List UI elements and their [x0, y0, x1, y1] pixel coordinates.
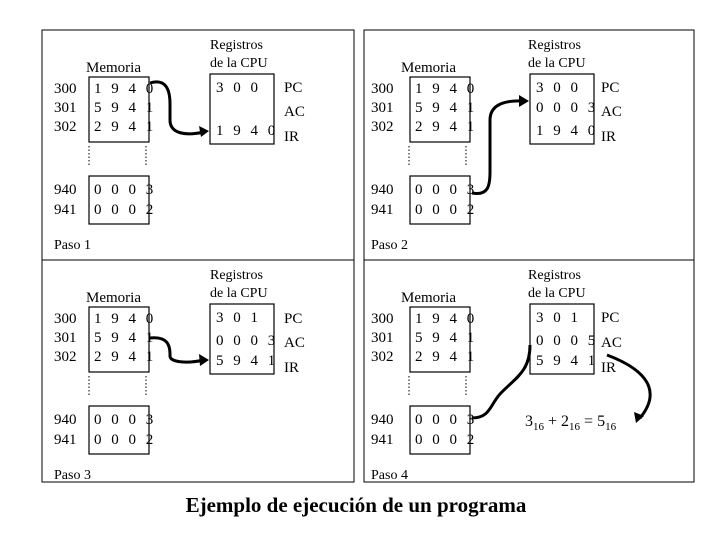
memory-address: 940 — [54, 412, 77, 428]
arrow-head — [199, 354, 209, 366]
register-name-ac: AC — [284, 104, 305, 120]
memory-value: 0 0 0 3 — [94, 182, 157, 198]
memory-address: 301 — [371, 100, 394, 116]
arrow-head — [199, 126, 209, 137]
memory-value: 2 9 4 1 — [94, 349, 157, 365]
memory-address: 941 — [371, 202, 394, 218]
register-name-ir: IR — [284, 360, 299, 376]
memory-value: 0 0 0 2 — [415, 432, 478, 448]
memory-value: 5 9 4 1 — [415, 330, 478, 346]
register-value-ac: 0 0 0 3 — [216, 333, 279, 349]
panel-paso-1 — [54, 38, 305, 253]
memory-label: Memoria — [401, 290, 456, 306]
register-value-ir: 5 9 4 1 — [216, 353, 279, 369]
memory-value: 1 9 4 0 — [94, 311, 157, 327]
memory-address: 302 — [371, 119, 394, 135]
memory-address: 300 — [371, 311, 394, 327]
memory-address: 940 — [54, 182, 77, 198]
memory-address: 302 — [54, 349, 77, 365]
step-label: Paso 2 — [371, 238, 408, 253]
memory-operand-arrow — [472, 345, 530, 418]
cpu-label: Registros — [210, 38, 263, 53]
step-label: Paso 4 — [371, 468, 408, 483]
register-value-pc: 3 0 0 — [216, 80, 261, 96]
memory-address: 300 — [371, 81, 394, 97]
memory-address: 301 — [371, 330, 394, 346]
memory-address: 941 — [371, 432, 394, 448]
memory-address: 302 — [371, 349, 394, 365]
step-label: Paso 3 — [54, 468, 91, 483]
register-value-pc: 3 0 1 — [216, 310, 261, 326]
memory-address: 301 — [54, 330, 77, 346]
memory-value: 5 9 4 1 — [94, 100, 157, 116]
memory-value: 1 9 4 0 — [415, 81, 478, 97]
register-value-ir: 1 9 4 0 — [536, 123, 599, 139]
register-name-ac: AC — [284, 335, 305, 351]
memory-value: 1 9 4 0 — [415, 311, 478, 327]
register-value-ac: 0 0 0 3 — [536, 100, 599, 116]
register-value-pc: 3 0 0 — [536, 80, 581, 96]
register-name-pc: PC — [284, 311, 303, 327]
register-name-pc: PC — [601, 310, 620, 326]
register-name-ir: IR — [601, 129, 616, 145]
register-value-ir: 1 9 4 0 — [216, 123, 279, 139]
memory-value: 1 9 4 0 — [94, 81, 157, 97]
register-value-ir: 5 9 4 1 — [536, 353, 599, 369]
cpu-label: de la CPU — [210, 286, 268, 301]
memory-value: 0 0 0 3 — [415, 412, 478, 428]
fetch-arrow — [150, 82, 204, 134]
cpu-label: Registros — [528, 38, 581, 53]
memory-address: 940 — [371, 412, 394, 428]
memory-address: 301 — [54, 100, 77, 116]
cpu-label: de la CPU — [528, 56, 586, 71]
memory-address: 300 — [54, 81, 77, 97]
memory-address: 302 — [54, 119, 77, 135]
memory-value: 0 0 0 2 — [415, 202, 478, 218]
load-arrow — [472, 101, 524, 194]
memory-address: 940 — [371, 182, 394, 198]
register-name-ac: AC — [601, 104, 622, 120]
panel-paso-3 — [54, 268, 305, 483]
register-name-pc: PC — [601, 80, 620, 96]
memory-value: 0 0 0 2 — [94, 432, 157, 448]
panel-paso-2 — [371, 38, 622, 253]
memory-value: 2 9 4 1 — [415, 119, 478, 135]
register-name-ir: IR — [601, 360, 616, 376]
memory-value: 2 9 4 1 — [94, 119, 157, 135]
memory-label: Memoria — [401, 60, 456, 76]
cpu-label: de la CPU — [210, 56, 268, 71]
register-name-ac: AC — [601, 335, 622, 351]
sum-equation: $3_{16} + 2_{16} = 5_{16}$ — [525, 413, 617, 433]
register-value-ac: 0 0 0 5 — [536, 333, 599, 349]
register-name-ir: IR — [284, 129, 299, 145]
memory-value: 2 9 4 1 — [415, 349, 478, 365]
memory-value: 0 0 0 3 — [415, 182, 478, 198]
cpu-label: Registros — [528, 268, 581, 283]
figure-title: Ejemplo de ejecución de un programa — [185, 493, 527, 517]
arrow-head — [519, 95, 529, 107]
memory-address: 941 — [54, 432, 77, 448]
register-value-pc: 3 0 1 — [536, 310, 581, 326]
step-label: Paso 1 — [54, 238, 91, 253]
memory-label: Memoria — [86, 290, 141, 306]
register-name-pc: PC — [284, 80, 303, 96]
cpu-label: de la CPU — [528, 286, 586, 301]
memory-address: 300 — [54, 311, 77, 327]
memory-value: 0 0 0 2 — [94, 202, 157, 218]
memory-label: Memoria — [86, 60, 141, 76]
memory-address: 941 — [54, 202, 77, 218]
cpu-label: Registros — [210, 268, 263, 283]
memory-value: 0 0 0 3 — [94, 412, 157, 428]
panel-paso-4 — [371, 268, 650, 483]
memory-value: 5 9 4 1 — [415, 100, 478, 116]
memory-value: 5 9 4 1 — [94, 330, 157, 346]
fetch-arrow — [150, 338, 204, 362]
